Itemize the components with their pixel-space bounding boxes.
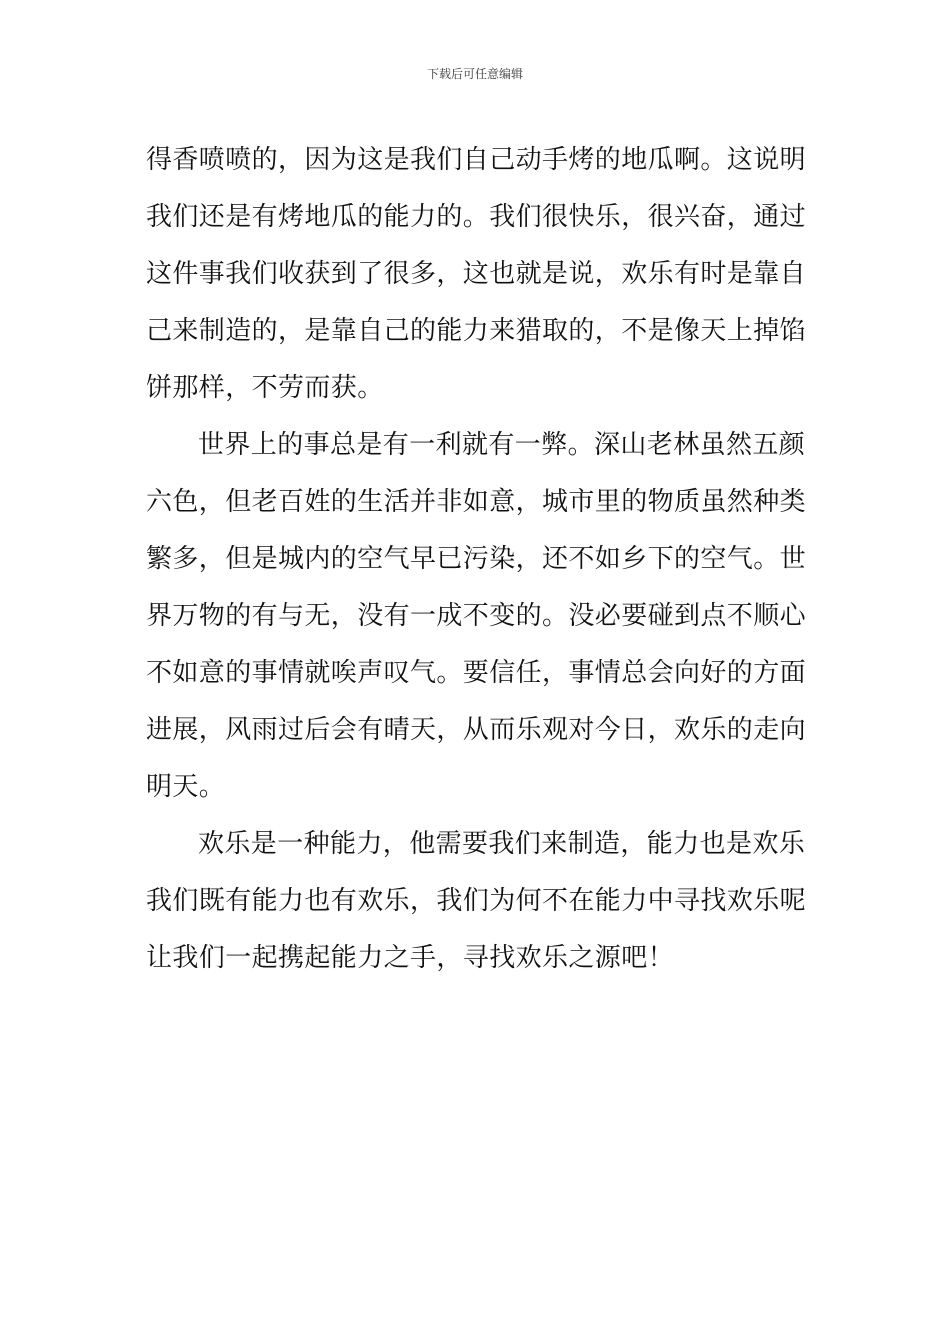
text-line: 得香喷喷的，因为这是我们自己动手烤的地瓜啊。这说明 <box>146 145 807 175</box>
text-line: 己来制造的，是靠自己的能力来猎取的，不是像天上掉馅 <box>146 316 807 346</box>
text-line: 明天。 <box>146 772 226 802</box>
paragraph-3 <box>146 816 806 987</box>
page-header: 下载后可任意编辑 <box>426 67 523 81</box>
text-line: 世界上的事总是有一利就有一弊。深山老林虽然五颜 <box>198 430 806 460</box>
text-line: 饼那样，不劳而获。 <box>146 373 384 403</box>
text-line: 繁多，但是城内的空气早已污染，还不如乡下的空气。世 <box>146 544 807 574</box>
text-line: 六色，但老百姓的生活并非如意，城市里的物质虽然种类 <box>146 487 807 517</box>
text-line: 让我们一起携起能力之手，寻找欢乐之源吧！ <box>146 943 675 973</box>
document-body <box>146 132 806 987</box>
paragraph-1 <box>146 132 806 417</box>
text-line: 不如意的事情就唉声叹气。要信任，事情总会向好的方面 <box>146 658 807 688</box>
text-line: 我们还是有烤地瓜的能力的。我们很快乐，很兴奋，通过 <box>146 202 807 232</box>
text-line: 欢乐是一种能力，他需要我们来制造，能力也是欢乐 <box>198 829 806 859</box>
text-line: 进展，风雨过后会有晴天，从而乐观对今日，欢乐的走向 <box>146 715 807 745</box>
text-line: 界万物的有与无，没有一成不变的。没必要碰到点不顺心 <box>146 601 807 631</box>
text-line: 这件事我们收获到了很多，这也就是说，欢乐有时是靠自 <box>146 259 807 289</box>
text-line: 我们既有能力也有欢乐，我们为何不在能力中寻找欢乐呢 <box>146 886 807 916</box>
paragraph-2 <box>146 417 806 816</box>
